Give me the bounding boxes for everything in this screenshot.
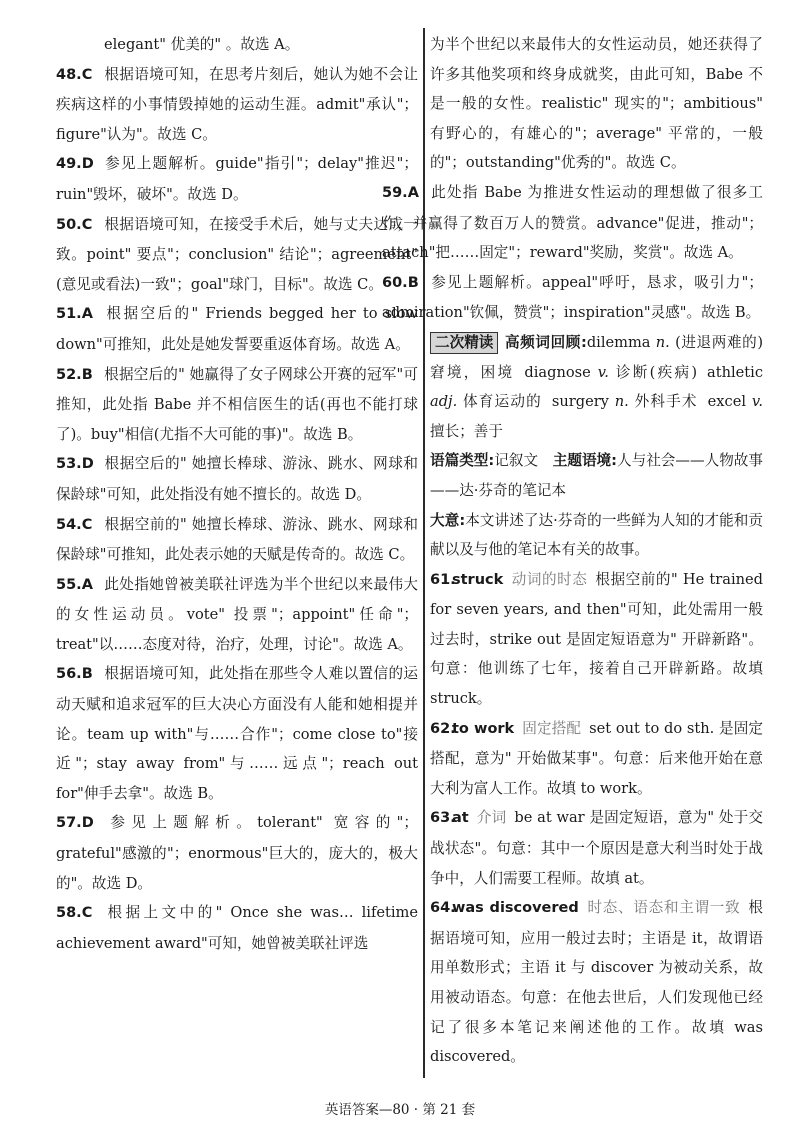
answer-item xyxy=(56,360,418,450)
item-num: 55. xyxy=(56,576,82,593)
fill-item xyxy=(430,893,763,1072)
answer-item xyxy=(56,808,418,898)
item-explanation: 根据语境可知，此处指在那些令人难以置信的运动天赋和追求冠军的巨大决心方面没有人能和她相提并论。team up with"与……合作"；come close to"接近"；stay away from"与……远点"；reach out for"伸手去拿"。故选 B。 xyxy=(56,665,418,802)
fill-item xyxy=(430,714,763,804)
vocab-meaning: 外科手术 xyxy=(634,393,698,411)
vocab-word: diagnose xyxy=(524,363,591,381)
answer-item xyxy=(56,60,418,150)
item-answer: C xyxy=(81,216,93,233)
item-answer: D xyxy=(81,156,94,173)
answer-item xyxy=(56,570,418,660)
item-explanation: 参见上题解析。appeal"呼吁，恳求，吸引力"；admiration"钦佩，赞赏"；inspiration"灵感"。故选 B。 xyxy=(382,273,763,322)
summary-label: 大意: xyxy=(430,511,466,529)
vocab-meaning: 体育运动的 xyxy=(463,393,542,411)
item-number xyxy=(56,571,104,601)
item-explanation: 根据空后的" 她擅长棒球、游泳、跳水、网球和保龄球"可知，此处指没有她不擅长的。故选 D。 xyxy=(56,455,418,503)
fill-explanation: 根据语境可知，应用一般过去时；主语是 it，故谓语用单数形式；主语 it 与 discover 为被动关系，故用被动语态。句意：在他去世后，人们发现他已经记了很多本笔记来阐述他的工作。故填 was discovered。 xyxy=(430,899,763,1066)
item-num: 51. xyxy=(56,306,82,323)
item-explanation: 此处指她曾被美联社评选为半个世纪以来最伟大的女性运动员。vote" 投票"；appoint"任命"；treat"以……态度对待，治疗，处理，讨论"。故选 A。 xyxy=(56,575,418,653)
fill-tag: 时态、语态和主谓一致 xyxy=(586,899,741,917)
item-answer: A xyxy=(81,576,93,593)
item-explanation: 根据语境可知，在思考片刻后，她认为她不会让疾病这样的小事情毁掉她的运动生涯。admit"承认"；figure"认为"。故选 C。 xyxy=(56,65,418,143)
item-number xyxy=(56,361,104,391)
item-number xyxy=(56,450,104,480)
fill-explanation: 根据空前的" He trained for seven years, and then"可知，此处需用一般过去时，strike out 是固定短语意为" 开辟新路"。句意：他训练了七年，接着自己开辟新路。故填 struck。 xyxy=(430,570,763,708)
item-number xyxy=(56,809,104,839)
vocab-meaning: 擅长；善于 xyxy=(430,422,503,440)
item-answer: C xyxy=(81,905,93,922)
summary-text: 本文讲述了达·芬奇的一些鲜为人知的才能和贡献以及与他的笔记本有关的故事。 xyxy=(430,511,763,559)
answer-item xyxy=(56,210,418,300)
vocab-meaning: 诊断(疾病) xyxy=(615,363,698,381)
fill-number: 62. xyxy=(430,720,456,737)
answer-item xyxy=(56,898,418,958)
item-num: 59. xyxy=(382,184,408,201)
vocab-section xyxy=(430,328,763,446)
answer-item xyxy=(382,178,763,268)
answer-item xyxy=(56,449,418,509)
fill-answer: was discovered xyxy=(452,900,579,917)
genre-label: 语篇类型: xyxy=(430,452,495,470)
item-num: 54. xyxy=(56,516,82,533)
item-num: 57. xyxy=(56,815,82,832)
item-explanation: 根据空前的" 她擅长棒球、游泳、跳水、网球和保龄球"可推知，此处表示她的天赋是传奇的。故选 C。 xyxy=(56,515,418,564)
answer-item xyxy=(56,299,418,359)
item-num: 48. xyxy=(56,66,82,83)
section-box: 二次精读 xyxy=(430,332,498,354)
theme-label: 主题语境: xyxy=(552,452,617,470)
item-number xyxy=(56,61,104,91)
genre-value: 记叙文 xyxy=(494,452,539,470)
item-explanation: 此处指 Babe 为推进女性运动的理想做了很多工作，并赢得了数百万人的赞赏。advance"促进，推动"；attach"把……固定"；reward"奖励，奖赏"。故选 A。 xyxy=(382,183,763,262)
vocab-entry xyxy=(524,364,697,381)
item-num: 52. xyxy=(56,366,82,383)
genre-line xyxy=(430,446,763,505)
item-answer: C xyxy=(81,66,93,83)
item-explanation: 参见上题解析。guide"指引"；delay"推迟"；ruin"毁坏，破坏"。故选 D。 xyxy=(56,155,418,203)
fill-number: 63. xyxy=(430,810,456,827)
item-answer: B xyxy=(81,366,93,383)
fill-item xyxy=(430,803,763,893)
vocab-word: surgery xyxy=(551,393,609,411)
left-item-list xyxy=(56,60,418,959)
vocab-entry xyxy=(552,393,698,410)
item-number xyxy=(56,899,104,929)
fill-tag: 动词的时态 xyxy=(511,570,588,588)
summary-line xyxy=(430,506,763,565)
fill-tag: 固定搭配 xyxy=(522,719,582,737)
item-answer: B xyxy=(81,666,93,683)
answer-item xyxy=(382,268,763,328)
item-number xyxy=(56,150,104,180)
item-answer: D xyxy=(81,456,94,473)
fill-explanation: be at war 是固定短语，意为" 处于交战状态"。句意：其中一个原因是意大利当时处于战争中，人们需要工程师。故填 at。 xyxy=(430,809,763,887)
item-num: 49. xyxy=(56,156,82,173)
item-number xyxy=(56,300,104,330)
item-num: 50. xyxy=(56,216,82,233)
item-number xyxy=(56,511,104,541)
item-number xyxy=(382,179,430,209)
vocab-pos: adj. xyxy=(430,393,458,411)
theme-value: 人与社会——人物故事——达·芬奇的笔记本 xyxy=(430,452,763,499)
page-footer: 英语答案—80 · 第 21 套 xyxy=(324,1102,476,1118)
vocab-pos: v. xyxy=(751,393,763,411)
fill-answer: at xyxy=(452,810,469,827)
fill-explanation: set out to do sth. 是固定搭配，意为" 开始做某事"。句意：后来他开始在意大利为富人工作。故填 to work。 xyxy=(430,719,763,797)
item-explanation: 参见上题解析。tolerant" 宽容的"；grateful"感激的"；enormous"巨大的，庞大的，极大的"。故选 D。 xyxy=(56,814,418,892)
item-explanation: 根据语境可知，在接受手术后，她与丈夫达成一致。point" 要点"；conclusion" 结论"；agreement"(意见或看法)一致"；goal"球门，目标"。故选 C。 xyxy=(56,215,418,293)
item-num: 58. xyxy=(56,905,82,922)
fill-tag: 介词 xyxy=(476,809,507,827)
vocab-pos: v. xyxy=(597,363,609,381)
item-answer: A xyxy=(407,184,419,201)
right-item-list xyxy=(382,178,763,328)
right-top-continuation: 为半个世纪以来最伟大的女性运动员，她还获得了许多其他奖项和终身成就奖，由此可知，Babe 不是一般的女性。realistic" 现实的"；ambitious" 有野心的，有雄心的"；average" 平常的，一般的"；outstanding"优秀的"。故选 C。 xyxy=(430,36,763,172)
item-answer: D xyxy=(81,815,94,832)
item-number xyxy=(56,660,104,690)
fill-answer: struck xyxy=(452,571,504,588)
item-explanation: 根据空后的" Friends begged her to slow down"可推知，此处是她发誓要重返体育场。故选 A。 xyxy=(56,305,418,353)
vocab-pos: n. xyxy=(655,333,670,351)
vocab-word: athletic xyxy=(707,363,764,381)
fill-number: 61. xyxy=(430,571,456,588)
item-num: 60. xyxy=(382,274,408,291)
fill-item-list xyxy=(430,565,763,1072)
item-num: 53. xyxy=(56,456,82,473)
right-column xyxy=(382,30,764,1072)
fill-number: 64. xyxy=(430,900,456,917)
vocab-word: dilemma xyxy=(586,333,651,351)
item-answer: C xyxy=(81,516,93,533)
answer-item xyxy=(56,149,418,209)
fill-answer: to work xyxy=(452,720,515,737)
answer-item xyxy=(56,659,418,808)
vocab-label: 高频词回顾: xyxy=(504,333,587,351)
item-explanation: 根据上文中的" Once she was… lifetime achievement award"可知，她曾被美联社评选 xyxy=(56,904,418,952)
answer-item xyxy=(56,510,418,570)
vocab-meaning: (进退两难的)窘境，困境 xyxy=(430,333,764,381)
item-answer: B xyxy=(407,274,419,291)
left-column xyxy=(56,30,418,958)
item-number xyxy=(382,269,430,299)
vocab-pos: n. xyxy=(614,393,629,411)
item-explanation: 根据空后的" 她赢得了女子网球公开赛的冠军"可推知，此处指 Babe 并不相信医生的话(再也不能打球了)。buy"相信(尤指不大可能的事)"。故选 B。 xyxy=(56,365,418,443)
item-num: 56. xyxy=(56,666,82,683)
item-answer: A xyxy=(81,306,93,323)
left-top-continuation: elegant" 优美的" 。故选 A。 xyxy=(104,36,300,53)
item-number xyxy=(56,211,104,241)
vocab-word: excel xyxy=(707,393,747,411)
fill-item xyxy=(430,565,763,714)
